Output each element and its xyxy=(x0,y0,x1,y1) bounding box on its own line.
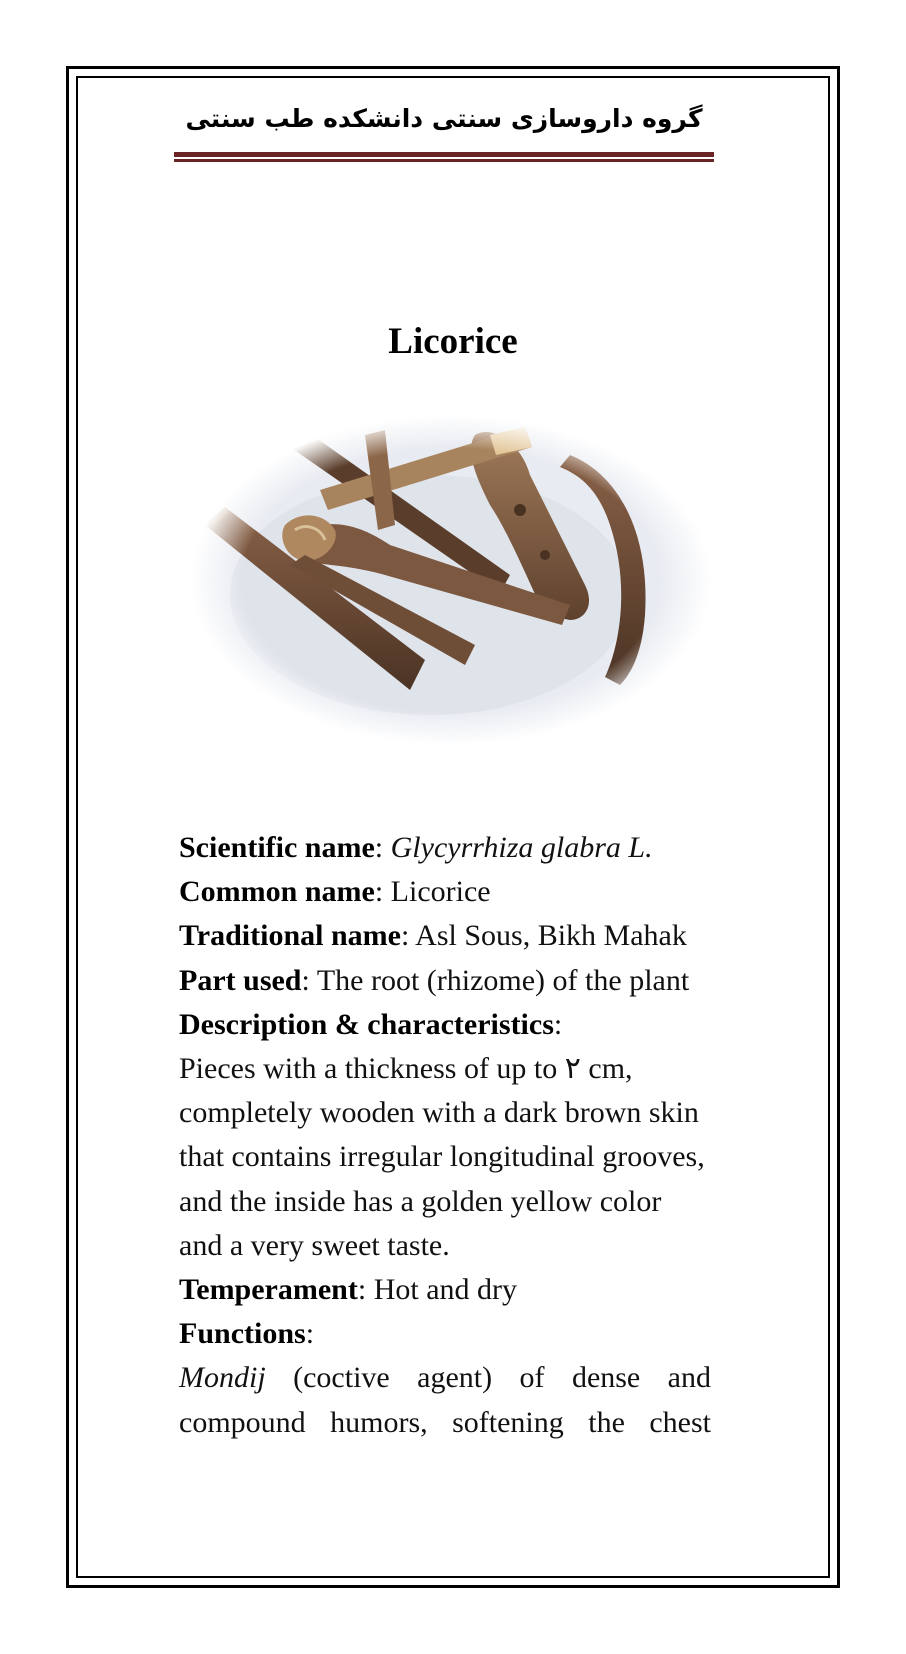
functions-line-1 xyxy=(179,1356,711,1400)
description-value: Pieces with a thickness of up to ۲ cm, completely wooden with a dark brown skin that contains irregular longitudinal grooves, and the inside has a golden yellow color and a very sweet taste. xyxy=(179,1052,705,1262)
description-sep: : xyxy=(553,1007,563,1041)
common-name-sep: : xyxy=(374,875,384,909)
part-used-sep: : xyxy=(301,963,310,997)
scientific-name-sep: : xyxy=(374,831,384,864)
functions-sep: : xyxy=(305,1317,315,1351)
functions-line-2: compound humors, softening the chest xyxy=(179,1405,711,1439)
traditional-name-value: Asl Sous, Bikh Mahak xyxy=(415,919,687,953)
part-used-value: The root (rhizome) of the plant xyxy=(316,963,690,997)
header-title: گروه داروسازی سنتی دانشکده طب سنتی xyxy=(185,104,703,133)
common-name-line xyxy=(179,870,711,914)
common-name-value: Licorice xyxy=(390,875,491,909)
scientific-name-value: Glycyrrhiza glabra L. xyxy=(390,831,653,864)
functions-line-1-rest: (coctive agent) of dense and xyxy=(293,1361,711,1395)
header-rule-secondary xyxy=(174,159,714,162)
temperament-line xyxy=(179,1268,711,1312)
functions-label: Functions xyxy=(179,1317,306,1351)
scientific-name-label: Scientific name xyxy=(179,831,375,864)
description-heading xyxy=(179,1003,711,1047)
scientific-name-line xyxy=(179,826,711,870)
plant-description-text xyxy=(179,826,711,1445)
functions-heading xyxy=(179,1312,711,1356)
page-title: Licorice xyxy=(388,321,518,362)
temperament-value: Hot and dry xyxy=(373,1273,518,1307)
description-label: Description & characteristics xyxy=(179,1007,554,1041)
common-name-label: Common name xyxy=(179,875,375,909)
functions-term: Mondij xyxy=(179,1361,266,1395)
traditional-name-sep: : xyxy=(400,919,410,953)
temperament-sep: : xyxy=(357,1273,367,1307)
temperament-label: Temperament xyxy=(179,1273,358,1307)
licorice-root-photo xyxy=(190,415,712,745)
header-rule xyxy=(174,152,714,157)
part-used-label: Part used xyxy=(179,963,302,997)
part-used-line xyxy=(179,959,711,1003)
traditional-name-label: Traditional name xyxy=(179,919,401,953)
traditional-name-line xyxy=(179,914,711,958)
